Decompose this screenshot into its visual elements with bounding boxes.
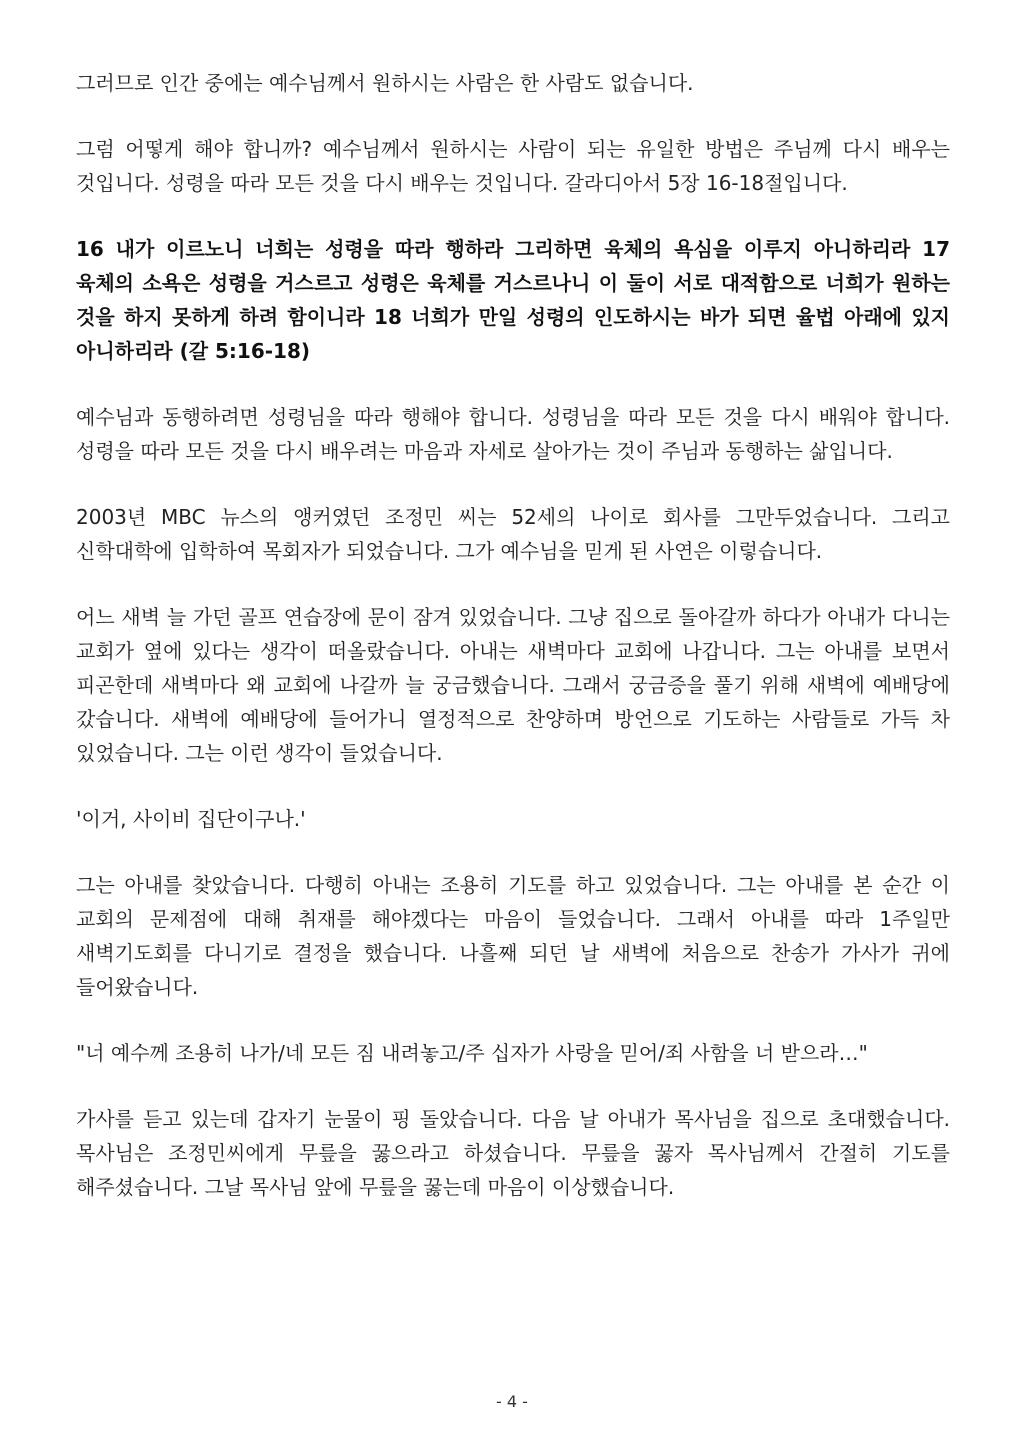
paragraph-walk-with-jesus: 예수님과 동행하려면 성령님을 따라 행해야 합니다. 성령님을 따라 모든 것을 다시 배워야 합니다. 성령을 따라 모든 것을 다시 배우려는 마음과 자세로 살아가는 것이 주님과 동행하는 삶입니다. bbox=[76, 405, 950, 463]
paragraph-thought-quote: '이거, 사이비 집단이구나.' bbox=[76, 807, 306, 831]
document-body bbox=[76, 66, 950, 1204]
paragraph-dawn-church: 어느 새벽 늘 가던 골프 연습장에 문이 잠겨 있었습니다. 그냥 집으로 돌아갈까 하다가 아내가 다니는 교회가 옆에 있다는 생각이 떠올랐습니다. 아내는 새벽마다 교회에 나갑니다. 그는 아내를 보면서 피곤한데 새벽마다 왜 교회에 나갈까 늘 궁금했습니다. 그래서 궁금증을 풀기 위해 새벽에 예배당에 갔습니다. 새벽에 예배당에 들어가니 열정적으로 찬양하며 방언으로 기도하는 사람들로 가득 차 있었습니다. 그는 이런 생각이 들었습니다. bbox=[76, 605, 950, 765]
paragraph-intro: 그러므로 인간 중에는 예수님께서 원하시는 사람은 한 사람도 없습니다. bbox=[76, 71, 694, 95]
paragraph-found-wife: 그는 아내를 찾았습니다. 다행히 아내는 조용히 기도를 하고 있었습니다. 그는 아내를 본 순간 이 교회의 문제점에 대해 취재를 해야겠다는 마음이 들었습니다. 그래서 아내를 따라 1주일만 새벽기도회를 다니기로 결정을 했습니다. 나흘째 되던 날 새벽에 처음으로 찬송가 가사가 귀에 들어왔습니다. bbox=[76, 873, 950, 999]
scripture-quote: 16 내가 이르노니 너희는 성령을 따라 행하라 그리하면 육체의 욕심을 이루지 아니하리라 17 육체의 소욕은 성령을 거스르고 성령은 육체를 거스르나니 이 둘이 서로 대적함으로 너희가 원하는 것을 하지 못하게 하려 함이니라 18 너희가 만일 성령의 인도하시는 바가 되면 율법 아래에 있지 아니하리라 (갈 5:16-18) bbox=[76, 237, 950, 363]
paragraph-how-to: 그럼 어떻게 해야 합니까? 예수님께서 원하시는 사람이 되는 유일한 방법은 주님께 다시 배우는 것입니다. 성령을 따라 모든 것을 다시 배우는 것입니다. 갈라디아서 5장 16-18절입니다. bbox=[76, 137, 950, 195]
paragraph-anchor-story: 2003년 MBC 뉴스의 앵커였던 조정민 씨는 52세의 나이로 회사를 그만두었습니다. 그리고 신학대학에 입학하여 목회자가 되었습니다. 그가 예수님을 믿게 된 사연은 이렇습니다. bbox=[76, 505, 950, 563]
paragraph-tears: 가사를 듣고 있는데 갑자기 눈물이 핑 돌았습니다. 다음 날 아내가 목사님을 집으로 초대했습니다. 목사님은 조정민씨에게 무릎을 꿇으라고 하셨습니다. 무릎을 꿇자 목사님께서 간절히 기도를 해주셨습니다. 그날 목사님 앞에 무릎을 꿇는데 마음이 이상했습니다. bbox=[76, 1107, 950, 1199]
hymn-lyrics-quote: "너 예수께 조용히 나가/네 모든 짐 내려놓고/주 십자가 사랑을 믿어/죄 사함을 너 받으라…" bbox=[76, 1041, 868, 1065]
page-number: - 4 - bbox=[496, 1392, 528, 1411]
